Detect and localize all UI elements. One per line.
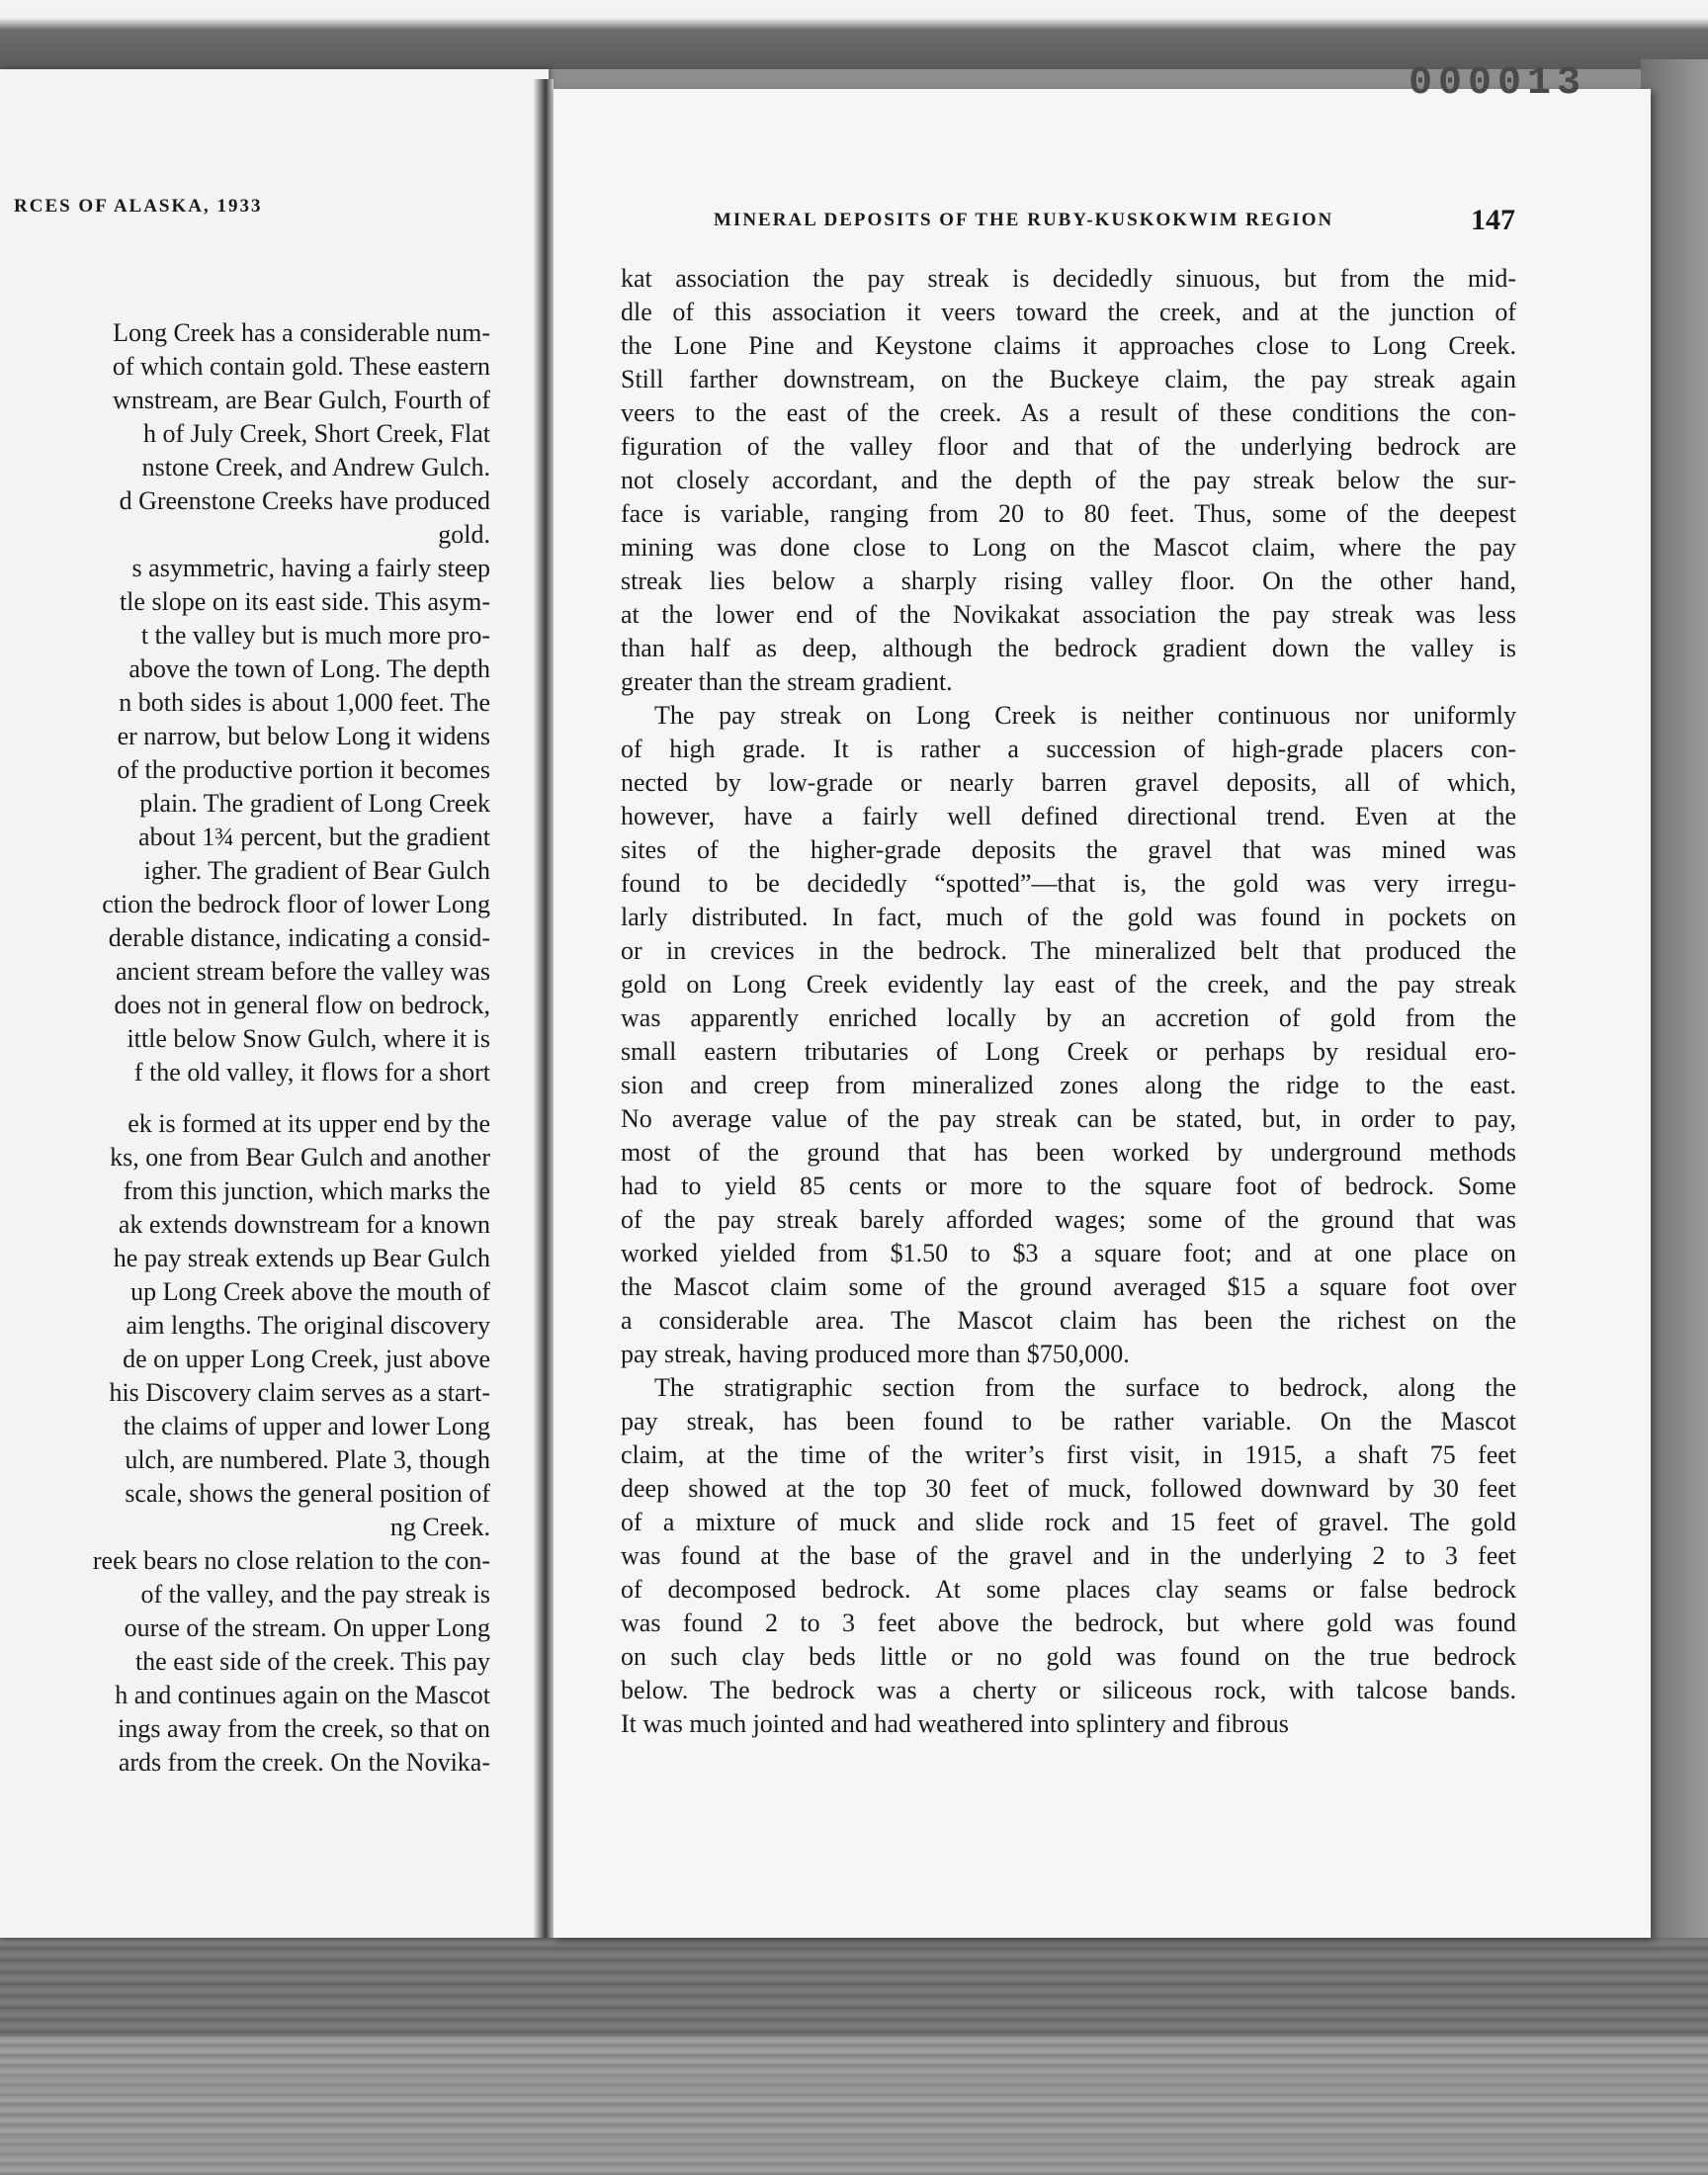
text-line: does not in general flow on bedrock, <box>114 991 490 1019</box>
text-line: below. The bedrock was a cherty or siliceous rock, with talcose bands. <box>621 1676 1516 1704</box>
text-line: face is variable, ranging from 20 to 80 feet. Thus, some of the deepest <box>621 499 1516 528</box>
scan-background-right <box>1641 59 1708 1938</box>
text-line: ancient stream before the valley was <box>116 957 490 986</box>
text-line: kat association the pay streak is decidedly sinuous, but from the mid- <box>621 264 1516 293</box>
left-running-head: RCES OF ALASKA, 1933 <box>14 196 263 217</box>
text-line: the Lone Pine and Keystone claims it approaches close to Long Creek. <box>621 331 1516 360</box>
text-line: worked yielded from $1.50 to $3 a square foot; and at one place on <box>621 1239 1516 1267</box>
text-line: wnstream, are Bear Gulch, Fourth of <box>113 386 490 414</box>
text-line: on such clay beds little or no gold was found on the true bedrock <box>621 1642 1516 1671</box>
text-line: figuration of the valley floor and that of the underlying bedrock are <box>621 432 1516 461</box>
page-number: 147 <box>1471 204 1515 236</box>
text-line: derable distance, indicating a consid- <box>108 923 490 952</box>
text-line: pay streak, has been found to be rather variable. On the Mascot <box>621 1407 1516 1436</box>
text-line: sion and creep from mineralized zones along the ridge to the east. <box>621 1071 1516 1099</box>
text-line: ng Creek. <box>389 1513 490 1541</box>
text-line: aim lengths. The original discovery <box>126 1311 490 1340</box>
text-line: small eastern tributaries of Long Creek or perhaps by residual ero- <box>621 1037 1516 1066</box>
text-line: from this junction, which marks the <box>123 1176 490 1205</box>
text-line: most of the ground that has been worked by underground methods <box>621 1138 1516 1167</box>
text-line: greater than the stream gradient. <box>621 667 953 696</box>
text-line: up Long Creek above the mouth of <box>130 1277 490 1306</box>
scan-background-bottom-streaks <box>0 2037 1708 2175</box>
text-line: deep showed at the top 30 feet of muck, followed downward by 30 feet <box>621 1474 1516 1503</box>
text-line: at the lower end of the Novikakat association the pay streak was less <box>621 600 1516 629</box>
text-line: n both sides is about 1,000 feet. The <box>119 688 490 717</box>
text-line: s asymmetric, having a fairly steep <box>131 554 490 582</box>
scan-background-top <box>0 0 1708 69</box>
text-line: the Mascot claim some of the ground averaged $15 a square foot over <box>621 1272 1516 1301</box>
text-line: Still farther downstream, on the Buckeye claim, the pay streak again <box>621 365 1516 393</box>
text-line: tle slope on its east side. This asym- <box>119 587 490 616</box>
left-page <box>0 69 549 1938</box>
text-line: h of July Creek, Short Creek, Flat <box>143 419 490 448</box>
text-line: igher. The gradient of Bear Gulch <box>143 856 490 885</box>
text-line: had to yield 85 cents or more to the square foot of bedrock. Some <box>621 1172 1516 1200</box>
right-page-text-column <box>621 262 1516 1741</box>
text-line: was found at the base of the gravel and in the underlying 2 to 3 feet <box>621 1541 1516 1570</box>
text-line: d Greenstone Creeks have produced <box>119 486 490 515</box>
text-line: above the town of Long. The depth <box>128 654 490 683</box>
text-line: ards from the creek. On the Novika- <box>118 1748 490 1777</box>
text-line: of a mixture of muck and slide rock and 15 feet of gravel. The gold <box>621 1508 1516 1536</box>
text-line: ak extends downstream for a known <box>118 1210 490 1239</box>
text-line: f the old valley, it flows for a short <box>133 1058 490 1087</box>
text-line: nstone Creek, and Andrew Gulch. <box>141 453 490 481</box>
text-line: of decomposed bedrock. At some places clay seams or false bedrock <box>621 1575 1516 1604</box>
text-line: however, have a fairly well defined directional trend. Even at the <box>621 802 1516 830</box>
text-line: ings away from the creek, so that on <box>118 1714 490 1743</box>
text-line: plain. The gradient of Long Creek <box>139 789 490 818</box>
text-line: about 1¾ percent, but the gradient <box>138 823 490 851</box>
left-page-text-column <box>0 316 494 1780</box>
text-line: gold on Long Creek evidently lay east of the creek, and the pay streak <box>621 970 1516 999</box>
text-line: streak lies below a sharply rising valley floor. On the other hand, <box>621 566 1516 595</box>
text-line: larly distributed. In fact, much of the gold was found in pockets on <box>621 903 1516 931</box>
text-line: ittle below Snow Gulch, where it is <box>127 1024 490 1053</box>
text-line: mining was done close to Long on the Mascot claim, where the pay <box>621 533 1516 562</box>
text-line: pay streak, having produced more than $750,000. <box>621 1340 1130 1368</box>
text-line: ks, one from Bear Gulch and another <box>110 1143 490 1172</box>
text-line: ourse of the stream. On upper Long <box>124 1613 490 1642</box>
text-line: found to be decidedly “spotted”—that is, the gold was very irregu- <box>621 869 1516 898</box>
text-line: of the pay streak barely afforded wages; some of the ground that was <box>621 1205 1516 1234</box>
text-line: ulch, are numbered. Plate 3, though <box>125 1445 490 1474</box>
right-running-head: MINERAL DEPOSITS OF THE RUBY-KUSKOKWIM REGION <box>714 210 1334 230</box>
text-line: gold. <box>438 520 490 549</box>
text-line: sites of the higher-grade deposits the gravel that was mined was <box>621 835 1516 864</box>
text-line: h and continues again on the Mascot <box>115 1681 490 1709</box>
text-line: No average value of the pay streak can be stated, but, in order to pay, <box>621 1104 1516 1133</box>
text-line: nected by low-grade or nearly barren gravel deposits, all of which, <box>621 768 1516 797</box>
text-line: of the productive portion it becomes <box>117 755 490 784</box>
text-line: the claims of upper and lower Long <box>123 1412 490 1440</box>
text-line: It was much jointed and had weathered into splintery and fibrous <box>621 1709 1289 1738</box>
text-line: ction the bedrock floor of lower Long <box>102 890 490 918</box>
text-line: was found 2 to 3 feet above the bedrock, but where gold was found <box>621 1609 1516 1637</box>
text-line: of which contain gold. These eastern <box>112 352 490 381</box>
text-line: The stratigraphic section from the surface to bedrock, along the <box>654 1373 1516 1402</box>
text-line: The pay streak on Long Creek is neither continuous nor uniformly <box>654 701 1516 730</box>
text-line: ek is formed at its upper end by the <box>128 1109 490 1138</box>
text-line: claim, at the time of the writer’s first visit, in 1915, a shaft 75 feet <box>621 1440 1516 1469</box>
text-line: not closely accordant, and the depth of the pay streak below the sur- <box>621 466 1516 494</box>
text-line: than half as deep, although the bedrock gradient down the valley is <box>621 634 1516 662</box>
text-line: reek bears no close relation to the con- <box>92 1546 490 1575</box>
text-line: dle of this association it veers toward the creek, and at the junction of <box>621 298 1516 326</box>
text-line: t the valley but is much more pro- <box>140 621 490 650</box>
book-gutter <box>534 79 554 1938</box>
text-line: he pay streak extends up Bear Gulch <box>113 1244 490 1272</box>
text-line: de on upper Long Creek, just above <box>123 1345 490 1373</box>
document-stamp: 000013 <box>1409 61 1587 106</box>
text-line: was apparently enriched locally by an accretion of gold from the <box>621 1003 1516 1032</box>
text-line: of high grade. It is rather a succession of high-grade placers con- <box>621 735 1516 763</box>
text-line: er narrow, but below Long it widens <box>117 722 490 750</box>
text-line: Long Creek has a considerable num- <box>113 318 490 347</box>
text-line: a considerable area. The Mascot claim has been the richest on the <box>621 1306 1516 1335</box>
text-line: his Discovery claim serves as a start- <box>109 1378 490 1407</box>
text-line: of the valley, and the pay streak is <box>140 1580 490 1609</box>
text-line: the east side of the creek. This pay <box>134 1647 490 1676</box>
text-line: veers to the east of the creek. As a result of these conditions the con- <box>621 398 1516 427</box>
text-line: or in crevices in the bedrock. The mineralized belt that produced the <box>621 936 1516 965</box>
text-line: scale, shows the general position of <box>125 1479 490 1508</box>
